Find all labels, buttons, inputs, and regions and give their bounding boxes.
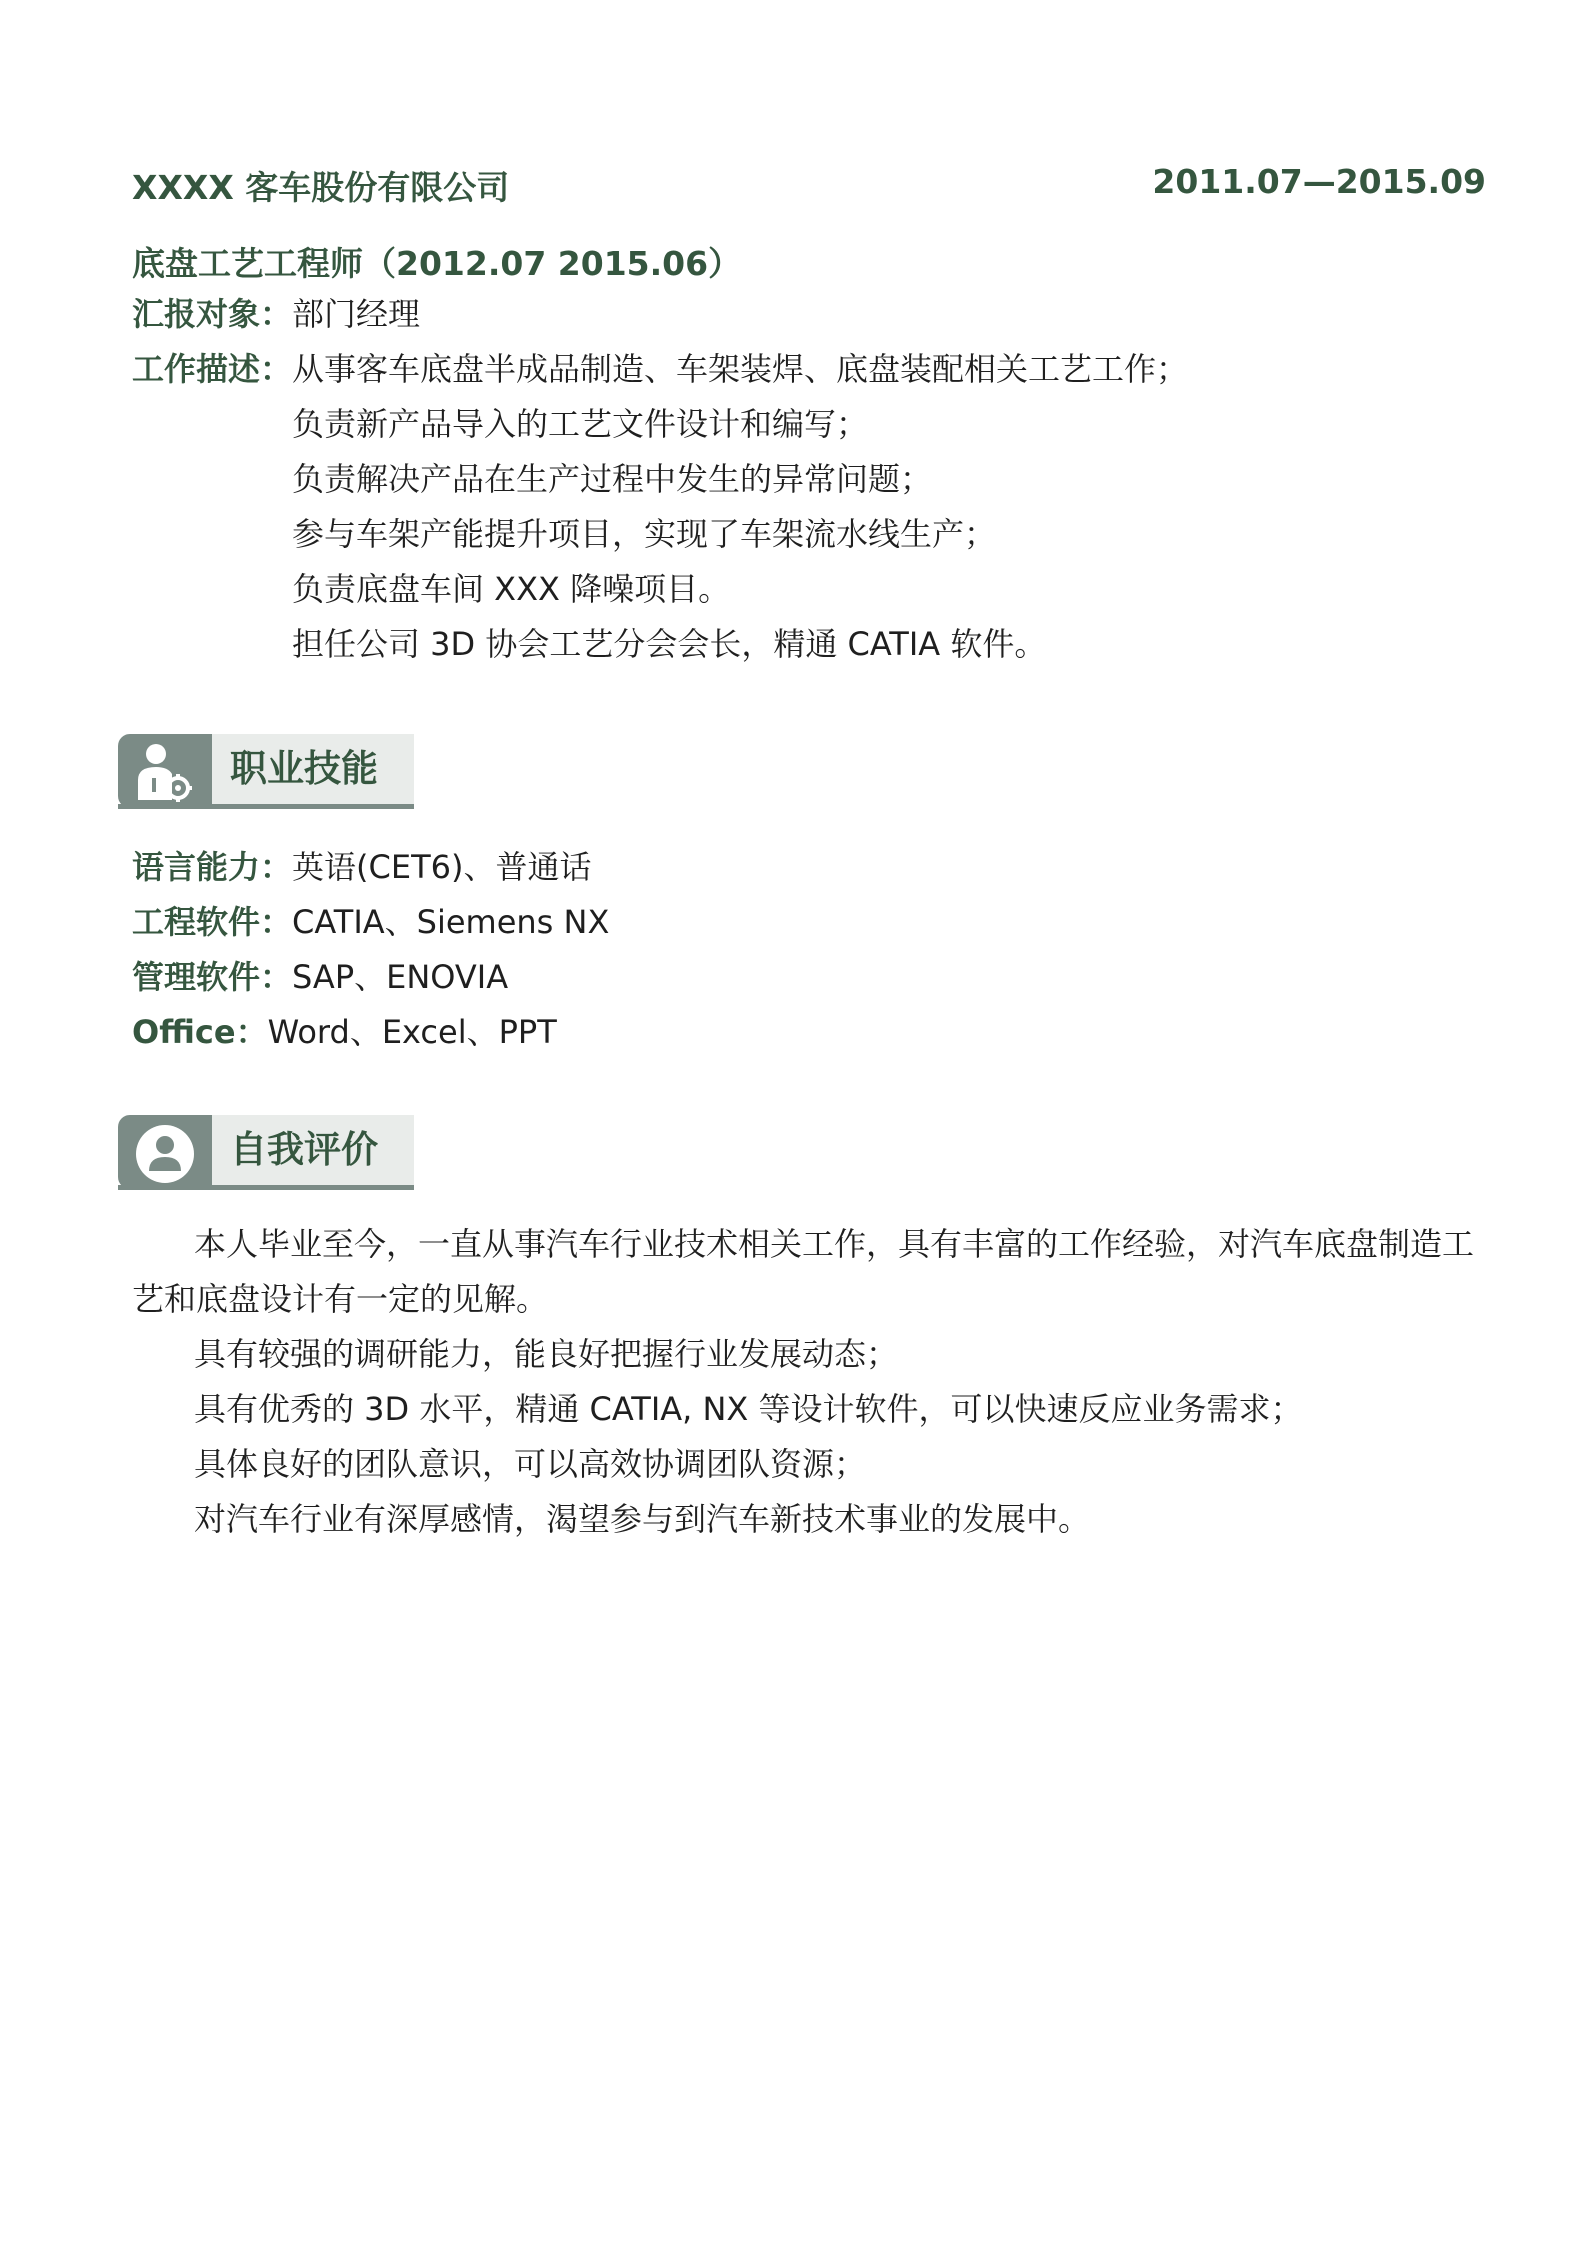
self-eval-underline (118, 1185, 414, 1190)
employment-period: 2011.07—2015.09 (1152, 162, 1486, 201)
company-name: XXXX 客车股份有限公司 (132, 168, 510, 207)
skill-label: 语言能力： (132, 848, 293, 886)
skill-value: Word、Excel、PPT (267, 1013, 557, 1051)
report-label: 汇报对象： (132, 295, 293, 333)
self-eval-title: 自我评价 (230, 1128, 378, 1171)
skill-value: CATIA、Siemens NX (292, 903, 610, 941)
self-eval-item: 对汽车行业有深厚感情，渴望参与到汽车新技术事业的发展中。 (194, 1500, 1091, 1538)
skill-value: 英语(CET6)、普通话 (292, 848, 592, 886)
desc-row (132, 349, 1188, 389)
skill-label: 工程软件： (132, 903, 293, 941)
self-eval-item: 具有较强的调研能力，能良好把握行业发展动态； (194, 1335, 899, 1373)
self-eval-section-header (118, 1115, 414, 1191)
desc-label: 工作描述： (132, 350, 293, 388)
report-value: 部门经理 (292, 295, 421, 333)
desc-item: 担任公司 3D 协会工艺分会会长，精通 CATIA 软件。 (292, 625, 1047, 663)
self-eval-para-line: 艺和底盘设计有一定的见解。 (132, 1280, 549, 1318)
skills-title: 职业技能 (230, 747, 378, 790)
skill-value: SAP、ENOVIA (292, 958, 509, 996)
desc-item: 负责新产品导入的工艺文件设计和编写； (292, 405, 869, 443)
skill-row (132, 957, 508, 997)
position-title: 底盘工艺工程师（2012.07 2015.06） (132, 244, 742, 283)
skill-row (132, 902, 609, 942)
desc-item: 参与车架产能提升项目，实现了车架流水线生产； (292, 515, 997, 553)
person-gear-icon (132, 740, 198, 806)
skill-row (132, 847, 591, 887)
self-eval-para-line: 本人毕业至今，一直从事汽车行业技术相关工作，具有丰富的工作经验，对汽车底盘制造工 (194, 1225, 1475, 1263)
person-icon (132, 1121, 198, 1187)
desc-item: 负责底盘车间 XXX 降噪项目。 (292, 570, 731, 608)
report-row (132, 294, 420, 334)
self-eval-icon-box (118, 1115, 212, 1189)
self-eval-item: 具体良好的团队意识，可以高效协调团队资源； (194, 1445, 867, 1483)
skills-section-header (118, 734, 414, 810)
skill-label: 管理软件： (132, 958, 293, 996)
skills-icon-box (118, 734, 212, 808)
self-eval-item: 具有优秀的 3D 水平，精通 CATIA, NX 等设计软件，可以快速反应业务需求； (194, 1390, 1303, 1428)
desc-item: 负责解决产品在生产过程中发生的异常问题； (292, 460, 933, 498)
desc-item: 从事客车底盘半成品制造、车架装焊、底盘装配相关工艺工作； (292, 350, 1189, 388)
skill-label: Office： (132, 1013, 268, 1051)
skills-underline (118, 804, 414, 809)
skill-row (132, 1012, 557, 1052)
